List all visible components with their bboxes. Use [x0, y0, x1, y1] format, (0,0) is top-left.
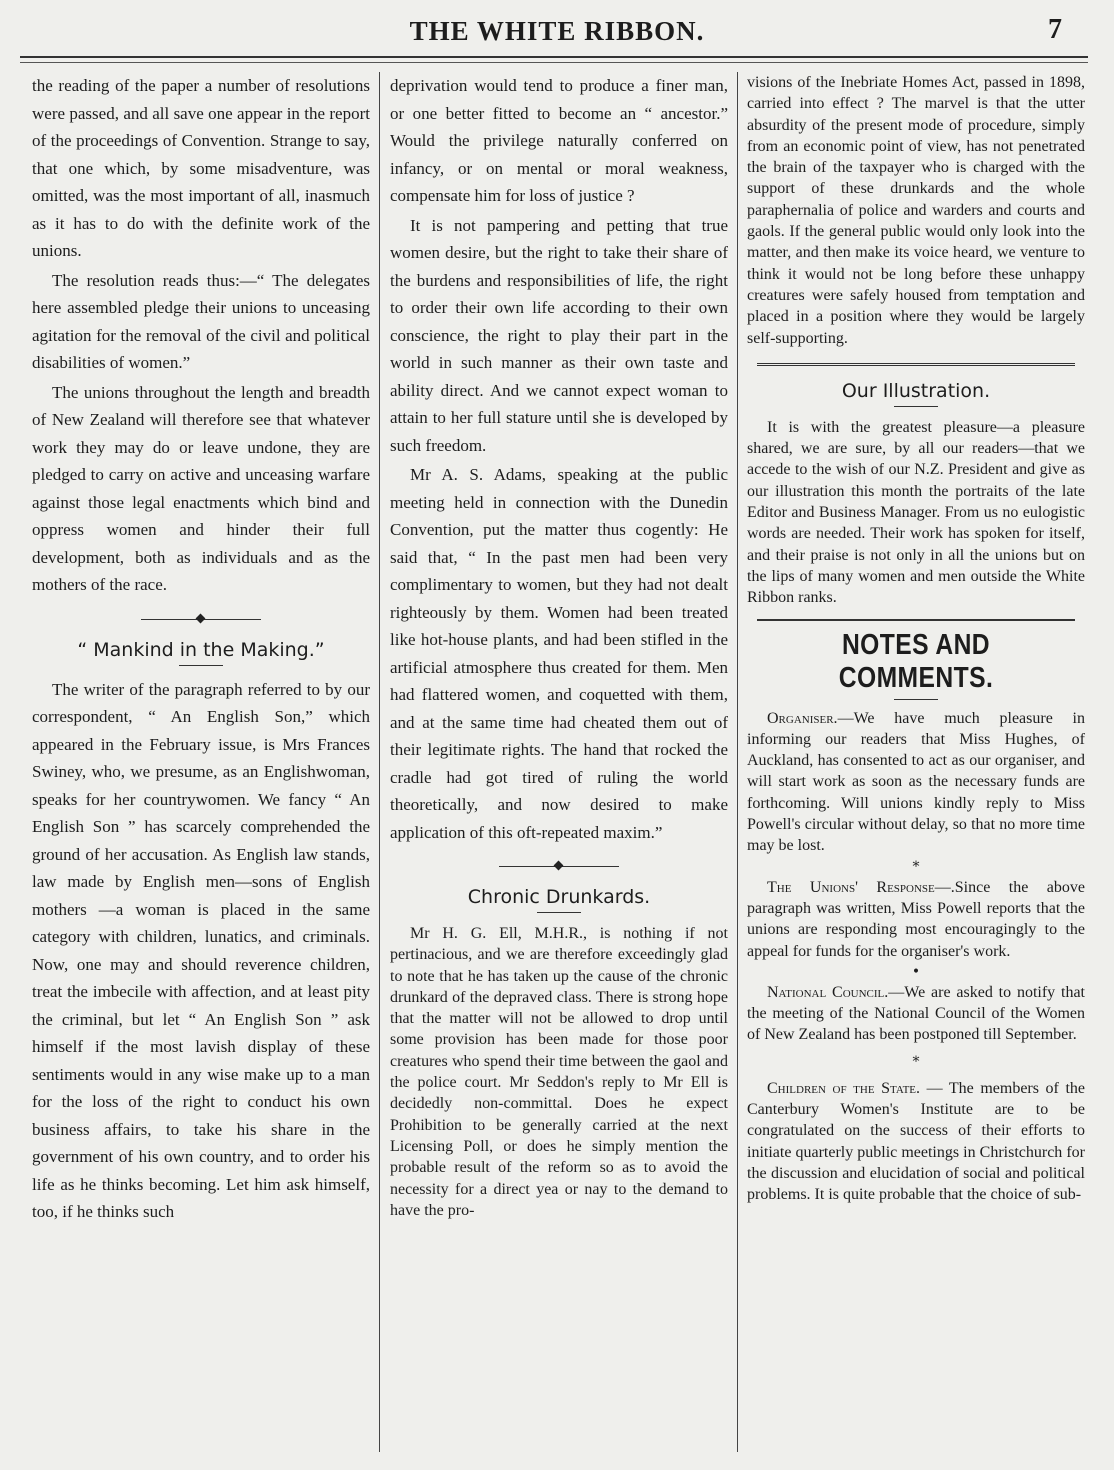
masthead [0, 14, 1114, 62]
paragraph: Mr H. G. Ell, M.H.R., is nothing if not pertinacious, and we are therefore exceedingly glad to note that he has taken up the cause of the chronic drunkard of the depraved class. There is strong hope that the matter will not be allowed to drop until some provision has been made for those poor creatures who spend their time between the gaol and the police court. Mr Seddon's reply to Mr Ell is decidedly non-committal. Does he expect Prohibition to be generally carried at the next Licensing Poll, or does he simply mention the probable result of the reform so as to avoid the necessity for a direct yea or nay to the demand to have the pro- [390, 925, 728, 1219]
note-text: — The members of the Canterbury Women's Institute are to be congratulated on the success of their efforts to initiate quarterly public meetings in Christchurch for the discussion and elucidation of social and political problems. It is quite probable that the choice of sub- [747, 1079, 1085, 1204]
section-rule [757, 619, 1075, 621]
note-unions-response [747, 877, 1085, 962]
column-divider [379, 72, 380, 1452]
heading-rule [537, 912, 581, 913]
note-children-of-state [747, 1078, 1085, 1206]
paragraph: The writer of the paragraph referred to by our correspondent, “ An English Son,” which appeared in the February issue, is Mrs Frances Swiney, who, we presume, as an Englishwoman, speaks for her countrywomen. We fancy “ An English Son ” has scarcely comprehended the ground of her accusation. As English law stands, law made by English men—sons of English mothers —a woman is placed in the same category with children, lunatics, and criminals. Now, one may and should reverence children, treat the imbecile with affection, and at least pity the criminal, but let “ An English Son ” ask himself if the most lavish display of these sentiments would in any wise make up to a man for the loss of the right to conduct his own business affairs, to take his share in the government of his own country, and to order his life as he thinks becoming. Let him ask himself, too, if he thinks such [32, 679, 370, 1221]
note-lead: The Unions' Response [767, 878, 935, 896]
note-separator: * [912, 858, 920, 875]
publication-title: THE WHITE RIBBON. [409, 16, 705, 46]
header-rule [20, 56, 1088, 58]
paragraph: The resolution reads thus:—“ The delegates here assembled pledge their unions to unceasing agitation for the removal of the civil and political disabilities of women.” [32, 270, 370, 372]
paragraph: The unions throughout the length and breadth of New Zealand will therefore see that whatever work they may do or leave undone, they are pledged to carry on active and unceasing warfare against those legal enactments which bind and oppress women and hinder their full development, both as individuals and as the mothers of the race. [32, 382, 370, 594]
paragraph: It is not pampering and petting that true women desire, but the right to take their share of the burdens and responsibilities of life, the right to order their own life according to their own conscience, the right to play their part in the world in such manner as their own taste and ability direct. And we cannot expect woman to attain to her full stature until she is developed by such freedom. [390, 215, 728, 455]
note-text: —.Since the above paragraph was written, Miss Powell reports that the unions are responding most encouragingly to the appeal for funds for the organiser's work. [747, 878, 1085, 960]
note-national-council [747, 982, 1085, 1046]
notes-heading: NOTES AND COMMENTS. [838, 628, 994, 694]
article-heading-mankind: “ Mankind in the Making.” [77, 638, 325, 661]
note-organiser [747, 708, 1085, 857]
paragraph: It is with the greatest pleasure—a pleasure shared, we are sure, by all our readers—that we accede to the wish of our N.Z. President and give as our illustration this month the portraits of the late Editor and Business Manager. From us no eulogistic words are needed. Their work has spoken for itself, and their praise is not only in all the unions but on the lips of many women and men outside the White Ribbon ranks. [747, 418, 1085, 607]
paragraph: the reading of the paper a number of resolutions were passed, and all save one appear in the report of the proceedings of Convention. Strange to say, that one which, by some misadventure, was omitted, was the most important of all, inasmuch as it has to do with the definite work of the unions. [32, 76, 370, 260]
section-separator [499, 860, 619, 874]
note-lead: Children of the State. [767, 1079, 921, 1097]
article-heading-drunkards: Chronic Drunkards. [467, 886, 651, 908]
header-rule-thin [20, 62, 1088, 63]
column-3 [747, 72, 1085, 1462]
section-separator [141, 613, 261, 627]
note-text: —We are asked to notify that the meeting of the National Council of the Women of New Zealand has been postponed till September. [747, 983, 1085, 1044]
article-heading-illustration: Our Illustration. [841, 379, 991, 402]
note-separator: • [911, 963, 921, 980]
paragraph: Mr A. S. Adams, speaking at the public meeting held in connection with the Dunedin Convention, put the matter thus cogently: He said that, “ In the past men had been very complimentary to women, but they had not dealt righteously by them. Women had been treated like hot-house plants, and had been stifled in the artificial atmosphere thus created for them. Men had flattered women, and coquetted with them, and at the same time had cheated them out of their legitimate rights. The hand that rocked the cradle had got tired of ruling the world theoretically, and now desired to make application of this oft-repeated maxim.” [390, 465, 728, 842]
section-rule [757, 363, 1075, 370]
column-2 [390, 72, 728, 1462]
note-lead: National Council. [767, 983, 889, 1001]
note-text: —We have much pleasure in informing our readers that Miss Hughes, of Auckland, has consented to act as our organiser, and will start work as soon as the necessary funds are forthcoming. Will unions kindly reply to Miss Powell's circular without delay, so that no more time may be lost. [747, 709, 1085, 855]
heading-rule [894, 699, 938, 700]
note-lead: Organiser. [767, 709, 838, 727]
column-1 [32, 72, 370, 1462]
paragraph: visions of the Inebriate Homes Act, passed in 1898, carried into effect ? The marvel is that the utter absurdity of the present mode of procedure, simply from an economic point of view, has not penetrated the brain of the taxpayer who is charged with the support of these drunkards and the whole paraphernalia of police and warders and courts and gaols. If the general public would only look into the matter, and then make its voice heard, we venture to think it would not be long before these unhappy creatures were safely housed from temptation and placed in a position where they would be largely self-supporting. [747, 74, 1085, 347]
heading-rule [894, 406, 938, 407]
note-separator: * [912, 1053, 920, 1070]
paragraph: deprivation would tend to produce a finer man, or one better fitted to become an “ ancestor.” Would the privilege naturally conferred on infancy, or on mental or moral weakness, compensate him for loss of justice ? [390, 76, 728, 205]
column-divider [737, 72, 738, 1452]
page-number: 7 [1048, 14, 1062, 45]
heading-rule [179, 665, 223, 666]
